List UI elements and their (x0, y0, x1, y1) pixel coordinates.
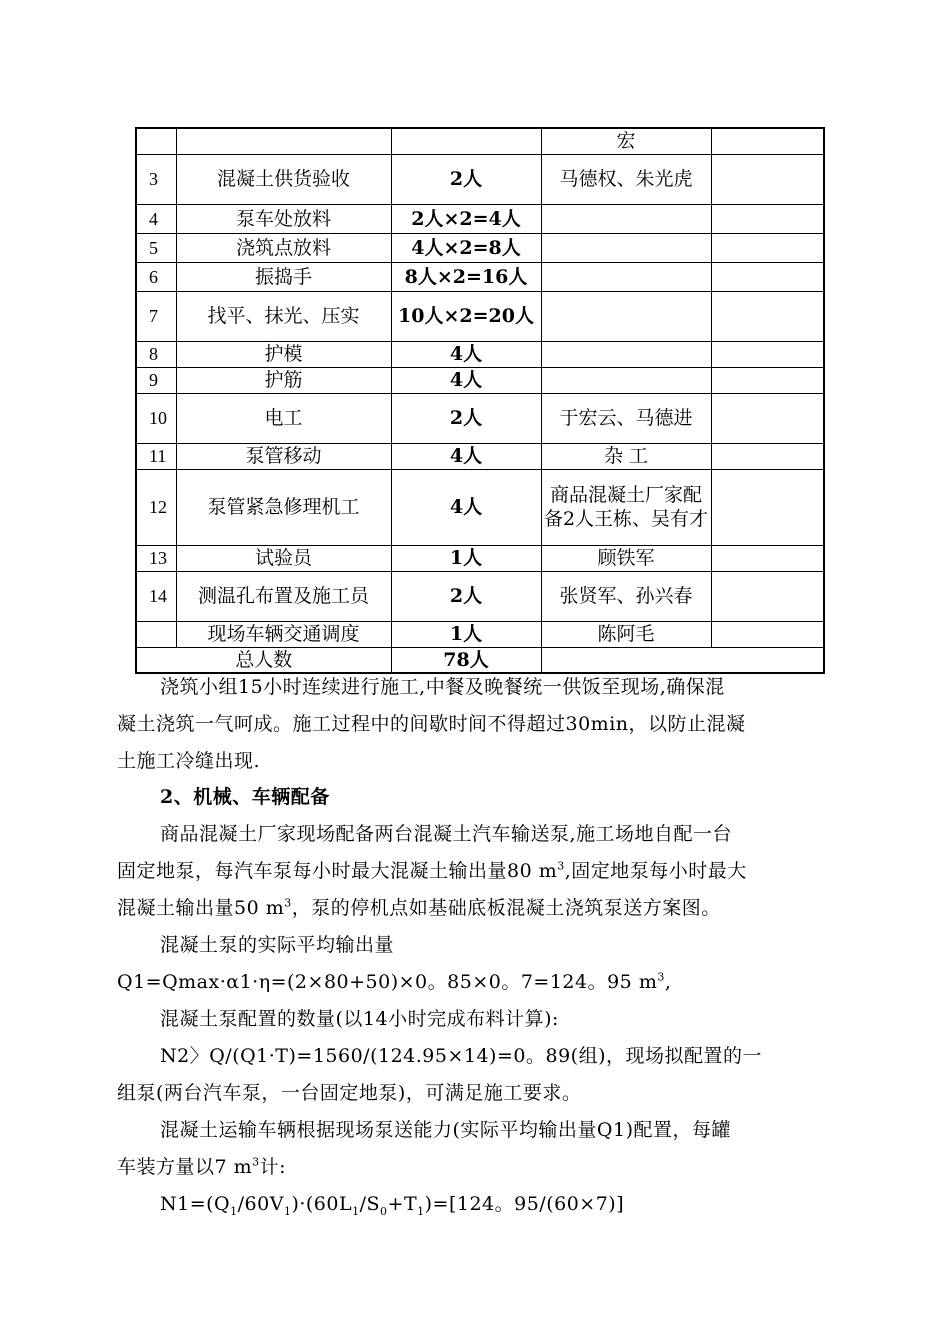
cell-task: 现场车辆交通调度 (176, 621, 391, 647)
paragraph-line (117, 856, 837, 883)
cell-no: 9 (136, 367, 176, 393)
cell-person (541, 341, 711, 367)
cell-count: 4人 (391, 367, 541, 393)
cell-person (541, 233, 711, 262)
paragraph-line: 混凝土运输车辆根据现场泵送能力(实际平均输出量Q1)配置，每罐 (160, 1119, 731, 1141)
table-row (136, 621, 824, 647)
cell-task: 找平、抹光、压实 (176, 291, 391, 341)
section-heading: 2、机械、车辆配备 (160, 786, 330, 808)
superscript: 3 (284, 896, 292, 910)
text-run: )=[124。95/(60×7)] (424, 1193, 625, 1215)
cell-person (541, 262, 711, 291)
cell-no: 12 (136, 469, 176, 545)
cell-task: 泵车处放料 (176, 204, 391, 233)
text-run: Q1=Qmax·α1·η=(2×80+50)×0。85×0。7=124。95 m (117, 971, 658, 993)
empty-cell (541, 647, 824, 673)
paragraph-line: 浇筑小组15小时连续进行施工,中餐及晚餐统一供饭至现场,确保混 (160, 676, 725, 698)
cell-remark (711, 545, 824, 571)
cell-task: 试验员 (176, 545, 391, 571)
cell-person: 张贤军、孙兴春 (541, 571, 711, 621)
cell-no: 14 (136, 571, 176, 621)
cell-remark (711, 204, 824, 233)
cell-remark (711, 262, 824, 291)
table-row (136, 571, 824, 621)
cell-person: 顾铁军 (541, 545, 711, 571)
text-run: ，泵的停机点如基础底板混凝土浇筑泵送方案图。 (291, 897, 721, 919)
cell-remark (711, 443, 824, 469)
cell-person (541, 291, 711, 341)
cell-count: 10人×2=20人 (391, 291, 541, 341)
total-value: 78人 (391, 647, 541, 673)
cell-count: 2人 (391, 393, 541, 443)
table-row (136, 341, 824, 367)
paragraph-line: 组泵(两台汽车泵，一台固定地泵)，可满足施工要求。 (117, 1082, 582, 1104)
subscript: 1 (352, 1204, 360, 1218)
cell-no: 7 (136, 291, 176, 341)
cell-remark (711, 469, 824, 545)
formula-line (117, 967, 837, 994)
cell-count: 4人 (391, 341, 541, 367)
cell-no (136, 128, 176, 154)
formula-line (117, 1189, 837, 1218)
cell-no: 6 (136, 262, 176, 291)
table-row (136, 469, 824, 545)
table-row (136, 154, 824, 204)
cell-no: 13 (136, 545, 176, 571)
text-run: /S (359, 1193, 381, 1215)
cell-no: 3 (136, 154, 176, 204)
cell-count: 4人×2=8人 (391, 233, 541, 262)
text-run: )·(60L (291, 1193, 353, 1215)
text-run: /60V (237, 1193, 284, 1215)
table-row (136, 291, 824, 341)
text-run: 车装方量以7 m (117, 1156, 253, 1178)
cell-task: 混凝土供货验收 (176, 154, 391, 204)
cell-no: 4 (136, 204, 176, 233)
text-run: ,固定地泵每小时最大 (564, 860, 747, 882)
text-run: N1=(Q (160, 1193, 231, 1215)
cell-count: 1人 (391, 621, 541, 647)
cell-no (136, 621, 176, 647)
superscript: 3 (557, 859, 565, 873)
superscript: 3 (657, 970, 665, 984)
cell-count: 2人 (391, 154, 541, 204)
table-row (136, 443, 824, 469)
cell-remark (711, 154, 824, 204)
cell-task: 振捣手 (176, 262, 391, 291)
cell-person (541, 367, 711, 393)
cell-task: 测温孔布置及施工员 (176, 571, 391, 621)
cell-count: 2人 (391, 571, 541, 621)
cell-remark (711, 291, 824, 341)
cell-person: 于宏云、马德进 (541, 393, 711, 443)
paragraph-line (117, 1152, 837, 1179)
cell-task: 泵管紧急修理机工 (176, 469, 391, 545)
cell-task: 电工 (176, 393, 391, 443)
cell-remark (711, 393, 824, 443)
cell-count: 2人×2=4人 (391, 204, 541, 233)
cell-task: 浇筑点放料 (176, 233, 391, 262)
table-row (136, 393, 824, 443)
cell-remark (711, 621, 824, 647)
cell-no: 11 (136, 443, 176, 469)
formula-line: N2〉Q/(Q1·T)=1560/(124.95×14)=0。89(组)，现场拟配置的一 (160, 1045, 762, 1067)
table-row (136, 367, 824, 393)
cell-task: 护筋 (176, 367, 391, 393)
text-run: +T (387, 1193, 418, 1215)
subscript: 1 (230, 1204, 238, 1218)
table-row (136, 262, 824, 291)
cell-count: 8人×2=16人 (391, 262, 541, 291)
cell-person: 商品混凝土厂家配备2人王栋、吴有才 (541, 469, 711, 545)
text-run: 固定地泵，每汽车泵每小时最大混凝土输出量80 m (117, 860, 558, 882)
cell-remark (711, 233, 824, 262)
paragraph-line: 土施工冷缝出现. (117, 750, 261, 772)
paragraph-line (117, 893, 837, 920)
cell-count: 4人 (391, 443, 541, 469)
cell-task (176, 128, 391, 154)
paragraph-line: 混凝土泵配置的数量(以14小时完成布料计算): (160, 1008, 559, 1030)
table-row (136, 233, 824, 262)
paragraph-line: 商品混凝土厂家现场配备两台混凝土汽车输送泵,施工场地自配一台 (160, 823, 733, 845)
cell-no: 10 (136, 393, 176, 443)
paragraph-line: 混凝土泵的实际平均输出量 (160, 934, 395, 956)
cell-person: 马德权、朱光虎 (541, 154, 711, 204)
cell-remark (711, 571, 824, 621)
table-total-row (136, 647, 824, 673)
superscript: 3 (252, 1155, 260, 1169)
cell-remark (711, 341, 824, 367)
table-row (136, 128, 824, 154)
cell-no: 8 (136, 341, 176, 367)
subscript: 0 (380, 1204, 388, 1218)
cell-person: 宏 (541, 128, 711, 154)
subscript: 1 (283, 1204, 292, 1218)
table-row (136, 204, 824, 233)
paragraph-line: 凝土浇筑一气呵成。施工过程中的间歇时间不得超过30min，以防止混凝 (117, 713, 746, 735)
cell-task: 泵管移动 (176, 443, 391, 469)
subscript: 1 (417, 1204, 425, 1218)
cell-count: 4人 (391, 469, 541, 545)
cell-person (541, 204, 711, 233)
cell-remark (711, 367, 824, 393)
total-label: 总人数 (136, 647, 391, 673)
cell-count (391, 128, 541, 154)
cell-no: 5 (136, 233, 176, 262)
staffing-table (135, 127, 825, 674)
cell-task: 护模 (176, 341, 391, 367)
text-run: 计: (259, 1156, 287, 1178)
cell-person: 杂 工 (541, 443, 711, 469)
text-run: 混凝土输出量50 m (117, 897, 285, 919)
text-run: , (664, 971, 672, 993)
cell-person: 陈阿毛 (541, 621, 711, 647)
cell-remark (711, 128, 824, 154)
cell-count: 1人 (391, 545, 541, 571)
table-row (136, 545, 824, 571)
